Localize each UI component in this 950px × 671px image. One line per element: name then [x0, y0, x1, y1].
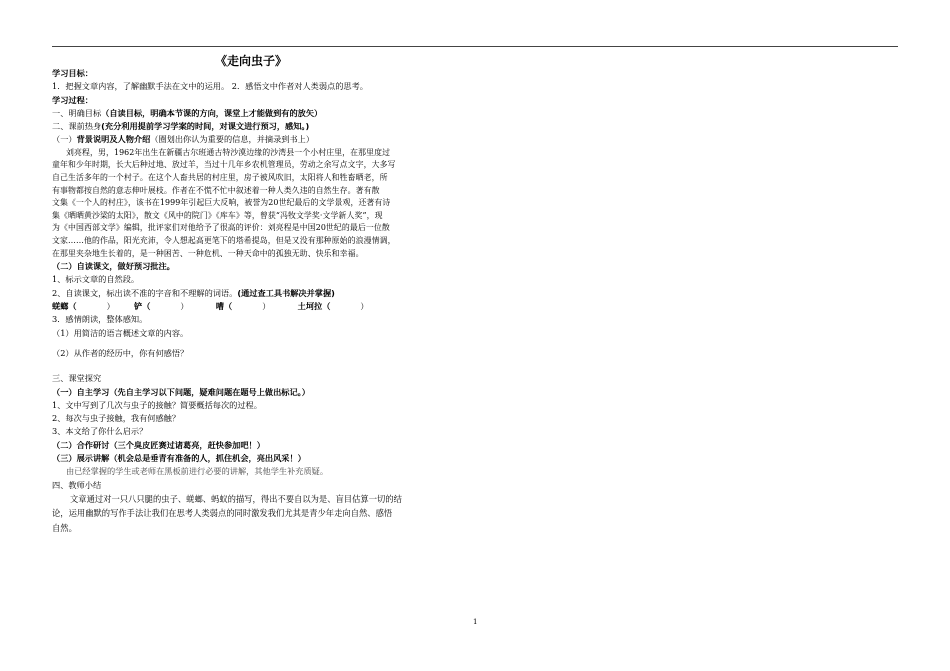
section-1-note: （自读目标，明确本节课的方向，课堂上才能做到有的放矢）: [101, 107, 323, 118]
vocab-row: 蜣螂（ ） 铲（ ） 嘈（ ） 土坷拉（ ）: [52, 300, 452, 313]
section-2a-prefix: （一）: [52, 134, 77, 145]
bio-line: 自己生活多年的一个村子。在这个人畜共居的村庄里，房子被风吹旧，太阳将人和牲畜晒老，所: [52, 172, 388, 182]
section-3a-item: 1、文中写到了几次与虫子的接触？简要概括每次的过程。: [52, 399, 262, 410]
section-4-heading: 四、教师小结: [52, 479, 102, 490]
document-title: 《走向虫子》: [215, 54, 288, 68]
bio-line: 刘亮程，男，1962年出生在新疆古尔班通古特沙漠边缘的沙湾县一个小村庄里，在那里度过: [66, 147, 391, 157]
header-rule: [52, 46, 898, 47]
section-2b-item-2-note: (通过查工具书解决并掌握): [237, 287, 335, 298]
section-1: [52, 107, 452, 120]
section-2-prefix: 二、课前热身: [52, 121, 102, 132]
vocab-word-4: 土坷拉（: [297, 301, 331, 312]
summary-line: 论，运用幽默的写作手法让我们在思考人类弱点的同时激发我们尤其是青少年走向自然、感悟: [52, 508, 393, 519]
section-2b-item-2-text: 2、自读课文，标出读不准的字音和不理解的词语。: [52, 287, 238, 298]
section-2a-note: （圈划出你认为重要的信息，并摘录到书上）: [150, 134, 315, 145]
section-2b-item-1: 1、标示文章的自然段。: [52, 274, 140, 285]
section-2b-item-3: 3．感情朗读，整体感知。: [52, 314, 148, 325]
bio-line: 在那里夹杂地生长着的，是一种困苦、一种危机、一种天命中的孤独无助、快乐和幸福。: [52, 248, 364, 258]
vocab-word-1: 蜣螂（: [52, 301, 77, 312]
section-3a-title: （一）自主学习（先自主学习以下问题，疑难问题在题号上做出标记。）: [52, 386, 310, 397]
bio-line: 文家……他的作品，阳光充沛，令人想起高更笔下的塔希提岛，但是又没有那种原始的浪漫情调，: [52, 235, 396, 245]
bio-line: 为《中国西部文学》编辑，批评家们对他给予了很高的评价：刘亮程是中国20世纪的最后一位散: [52, 223, 390, 233]
section-3b-title: （二）合作研讨（三个臭皮匠赛过诸葛亮，赶快参加吧！）: [52, 439, 265, 450]
section-2b-title: （二）自读课文，做好预习批注。: [52, 261, 175, 272]
section-2b-item-2: [52, 287, 452, 300]
page-number: 1: [473, 618, 478, 626]
section-3c-title: （三）展示讲解（机会总是垂青有准备的人，抓住机会，亮出风采！）: [52, 452, 306, 463]
section-2a: [52, 133, 452, 146]
section-3a-item: 2、每次与虫子接触，我有何感触？: [52, 413, 181, 424]
summary-line: 文章通过对一只八只腿的虫子、蜣螂、蚂蚁的描写，得出不要自以为是、盲目估算一切的结: [70, 493, 402, 504]
section-3c-note: 由已经掌握的学生或老师在黑板前进行必要的讲解，其他学生补充质疑。: [66, 466, 329, 477]
section-3a-item: 3、本文给了你什么启示？: [52, 426, 148, 437]
section-3-heading: 三、课堂探究: [52, 373, 102, 384]
bio-line: 有事物都按自然的意志伸叶展枝。作者在不慌不忙中叙述着一种人类久违的自然生存。著有散: [52, 185, 380, 195]
document-body: [52, 67, 452, 536]
vocab-word-2: 铲（: [134, 301, 151, 312]
bio-line: 童年和少年时期，长大后种过地、放过羊，当过十几年乡农机管理员，劳动之余写点文字，大多写: [52, 160, 396, 170]
bio-line: 文集《一个人的村庄》，该书在1999年引起巨大反响，被誉为20世纪最后的文学景观，还著有诗: [52, 198, 391, 208]
section-2: [52, 120, 452, 133]
bio-line: 集《晒晒黄沙梁的太阳》，散文《风中的院门》《库车》等，曾获“冯牧文学奖·文学新人奖”，现: [52, 210, 383, 220]
question-1: （1）用简洁的语言概述文章的内容。: [52, 327, 189, 338]
vocab-word-3: 嘈（: [215, 301, 233, 312]
section-2-note: (充分利用提前学习学案的时间，对课文进行预习，感知。): [101, 121, 310, 132]
summary-line: 自然。: [52, 523, 77, 534]
question-2: （2）从作者的经历中，你有何感悟？: [52, 347, 189, 358]
section-2a-title: 背景说明及人物介绍: [76, 134, 151, 145]
objectives-heading: 学习目标：: [52, 68, 93, 78]
process-heading: 学习过程：: [52, 94, 93, 105]
objectives-text: 1．把握文章内容，了解幽默手法在文中的运用。 2．感悟文中作者对人类弱点的思考。: [52, 81, 368, 92]
section-1-prefix: 一、明确目标: [52, 107, 102, 118]
